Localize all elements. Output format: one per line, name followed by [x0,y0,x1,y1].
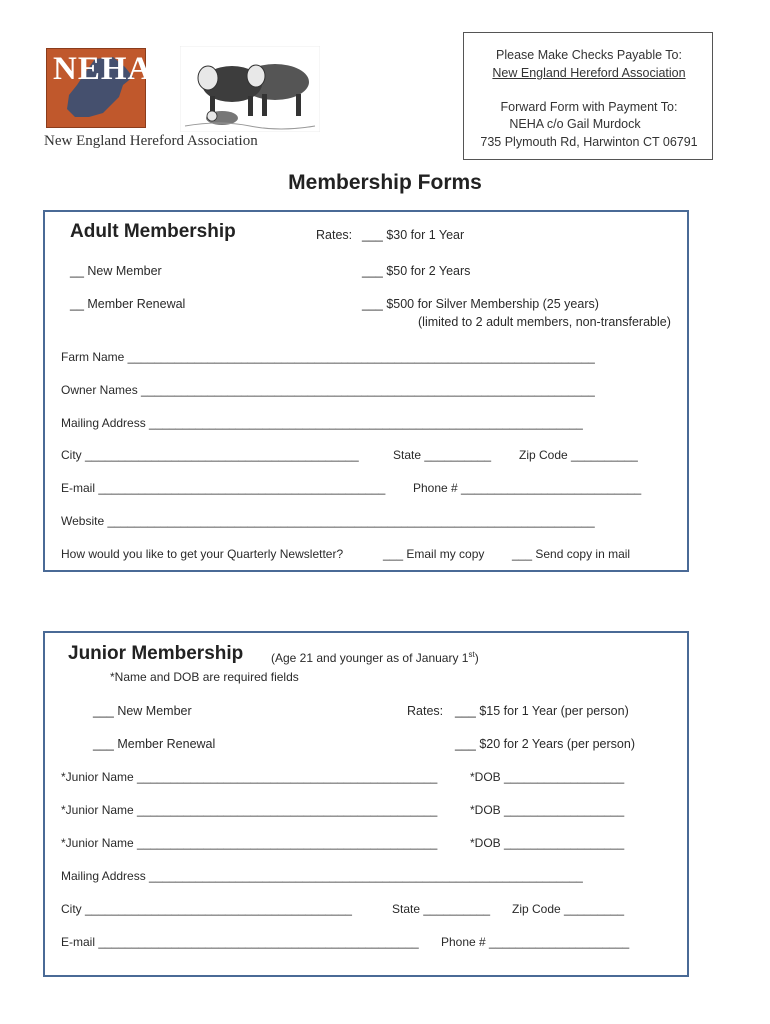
junior-phone-field[interactable]: Phone # _____________________ [441,935,630,949]
forward-label: Forward Form with Payment To: [500,100,678,114]
adult-new-member-option[interactable]: __ New Member [70,264,162,278]
junior-name-field-1[interactable]: *Junior Name _____________________________________________ [61,770,438,784]
payable-to-name: New England Hereford Association [492,66,686,80]
adult-rate-2yr[interactable]: ___ $50 for 2 Years [362,264,471,278]
junior-name-field-3[interactable]: *Junior Name _____________________________________________ [61,836,438,850]
adult-email-field[interactable]: E-mail ___________________________________________ [61,481,386,495]
forward-address: 735 Plymouth Rd, Harwinton CT 06791 [480,135,698,149]
hereford-cattle-illustration [180,46,320,132]
junior-dob-field-1[interactable]: *DOB __________________ [470,770,625,784]
adult-rates-label: Rates: [316,228,353,242]
adult-mailing-address-field[interactable]: Mailing Address _________________________________________________________________ [61,416,583,430]
adult-rate-1yr[interactable]: ___ $30 for 1 Year [362,228,465,242]
payable-to-label: Please Make Checks Payable To: [496,48,682,62]
junior-city-field[interactable]: City ________________________________________ [61,902,352,916]
farm-name-field[interactable]: Farm Name ______________________________________________________________________ [61,350,595,364]
page-title: Membership Forms [288,171,482,194]
adult-rate-silver-note: (limited to 2 adult members, non-transferable) [418,315,671,329]
junior-dob-field-3[interactable]: *DOB __________________ [470,836,625,850]
junior-membership-heading: Junior Membership [68,643,244,664]
junior-rate-2yr[interactable]: ___ $20 for 2 Years (per person) [455,737,635,751]
junior-rates-label: Rates: [407,704,444,718]
adult-city-field[interactable]: City _________________________________________ [61,448,359,462]
adult-rate-silver[interactable]: ___ $500 for Silver Membership (25 years) [362,297,599,311]
forward-contact: NEHA c/o Gail Murdock [509,117,641,131]
junior-rate-1yr[interactable]: ___ $15 for 1 Year (per person) [455,704,629,718]
logo-letters: NEHA [53,51,153,87]
junior-zip-field[interactable]: Zip Code _________ [512,902,625,916]
junior-dob-field-2[interactable]: *DOB __________________ [470,803,625,817]
payment-info-box [463,32,713,160]
newsletter-mail-option[interactable]: ___ Send copy in mail [512,547,631,561]
junior-state-field[interactable]: State __________ [392,902,491,916]
newsletter-question: How would you like to get your Quarterly Newsletter? [61,547,344,561]
adult-membership-heading: Adult Membership [70,221,236,242]
required-fields-note: *Name and DOB are required fields [110,670,299,684]
junior-renewal-option[interactable]: ___ Member Renewal [93,737,216,751]
junior-new-member-option[interactable]: ___ New Member [93,704,192,718]
adult-zip-field[interactable]: Zip Code __________ [519,448,638,462]
adult-state-field[interactable]: State __________ [393,448,492,462]
owner-names-field[interactable]: Owner Names ____________________________________________________________________ [61,383,595,397]
neha-logo [46,48,153,128]
junior-age-note: (Age 21 and younger as of January 1st) [271,650,479,665]
website-field[interactable]: Website _________________________________________________________________________ [61,514,595,528]
junior-email-field[interactable]: E-mail ________________________________________________ [61,935,419,949]
adult-phone-field[interactable]: Phone # ___________________________ [413,481,642,495]
association-name: New England Hereford Association [44,133,258,149]
junior-name-field-2[interactable]: *Junior Name _____________________________________________ [61,803,438,817]
newsletter-email-option[interactable]: ___ Email my copy [383,547,485,561]
adult-renewal-option[interactable]: __ Member Renewal [70,297,186,311]
junior-mailing-address-field[interactable]: Mailing Address _________________________________________________________________ [61,869,583,883]
